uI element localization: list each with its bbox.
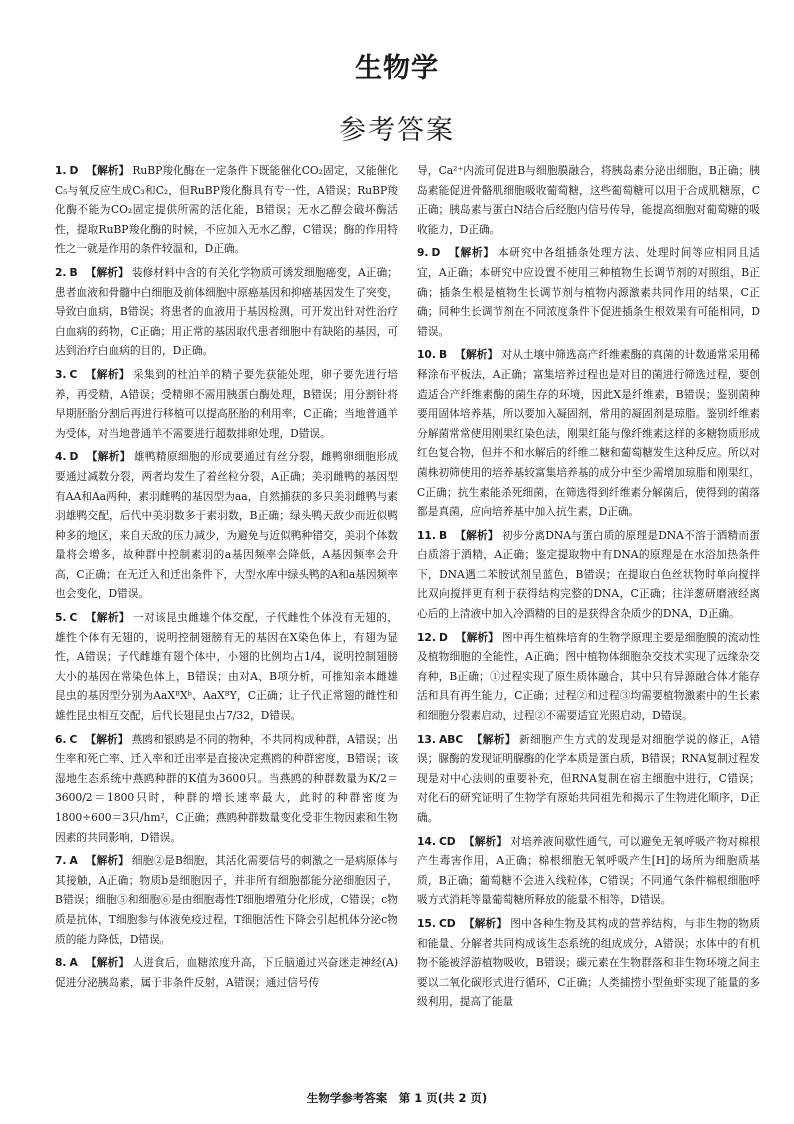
- analysis-text: 本研究中各组插条处理方法、处理时间等应相同且适宜，A正确；本研究中应设置不使用三种植物生长调节剂的对照组，B正确；插条生根是植物生长调节剂与植物内源激素共同作用的结果，C正确；同种生长调节剂在不同浓度条件下促进插条生根效果有可能相同，D错误。: [417, 246, 760, 338]
- answer-key: D: [69, 450, 79, 464]
- question-number: 10.: [417, 348, 436, 362]
- continuation-text: 导，Ca²⁺内流可促进B与细胞膜融合，将胰岛素分泌出细胞，B正确；胰岛素能促进骨骼肌细胞吸收葡萄糖，这些葡萄糖可以用于合成肌糖原，C正确；胰岛素与蛋白N结合后经胞内信号传导，能提高细胞对葡萄糖的吸收能力，D正确。: [417, 164, 760, 236]
- analysis-tag: 【解析】: [85, 367, 130, 381]
- analysis-tag: 【解析】: [455, 348, 499, 362]
- analysis-tag: 【解析】: [85, 732, 129, 746]
- analysis-text: 人进食后，血糖浓度升高，下丘脑通过兴奋迷走神经(A)促进分泌胰岛素，属于非条件反射，A错误；通过信号传: [55, 956, 398, 989]
- answer-item-1: [55, 161, 398, 259]
- question-number: 15.: [417, 916, 436, 930]
- analysis-tag: 【解析】: [448, 246, 495, 260]
- page-footer: 生物学参考答案 第 1 页(共 2 页): [306, 1091, 488, 1105]
- answer-item-6: [55, 730, 398, 848]
- page-subtitle: 参考答案: [339, 115, 455, 146]
- analysis-tag: 【解析】: [85, 265, 129, 279]
- answer-key: CD: [438, 834, 456, 848]
- question-number: 1.: [55, 164, 67, 177]
- answer-key: B: [438, 348, 448, 362]
- answer-key: A: [69, 854, 78, 868]
- analysis-text: 新细胞产生方式的发现是对细胞学说的修正，A错误；脲酶的发现证明脲酶的化学本质是蛋白质，B错误；RNA复制过程发现是对中心法则的重要补充，但RNA复制在宿主细胞中进行，C错误；对化石的研究证明了生物学有原始共同祖先和揭示了生物进化顺序，D正确。: [417, 732, 760, 824]
- analysis-tag: 【解析】: [471, 732, 517, 746]
- analysis-tag: 【解析】: [455, 630, 499, 644]
- question-number: 12.: [417, 630, 436, 644]
- answer-item-8: [55, 953, 398, 992]
- analysis-text: 采集到的杜泊羊的精子要先获能处理，卵子要先进行培养，再受精，A错误；受精卵不需用胰蛋白酶处理，B错误；用分割针将早期胚胎分割后再进行移植可以提高胚胎的利用率，C正确；当地普通羊为受体，对当地普通羊不需要进行超数排卵处理，D错误。: [55, 367, 398, 440]
- question-number: 7.: [55, 854, 67, 868]
- analysis-tag: 【解析】: [463, 916, 508, 930]
- analysis-text: 雄鸭精原细胞的形成要通过有丝分裂，雌鸭卵细胞形成要通过减数分裂，两者均发生了着丝粒分裂，A正确；美羽雌鸭的基因型有AA和Aa两种，素羽雌鸭的基因型为aa，自然捕获的多只美羽雌鸭与素羽雄鸭交配，后代中美羽数多于素羽数，B正确；绿头鸭天敌少而近似鸭种多的地区，来自天敌的压力减少，为避免与近似鸭种错交，美羽个体数量将会增多，故种群中控制素羽的a基因频率会降低，A基因频率会升高，C正确；在无迁入和迁出条件下，大型水库中绿头鸭的A和a基因频率也会变化，D错误。: [55, 450, 398, 601]
- answer-item-10: [417, 345, 760, 521]
- question-number: 8.: [55, 956, 67, 970]
- right-column: [417, 161, 760, 1081]
- analysis-tag: 【解析】: [455, 528, 499, 542]
- analysis-tag: 【解析】: [85, 611, 130, 625]
- answer-item-3: [55, 365, 398, 443]
- question-number: 5.: [55, 611, 67, 625]
- question-number: 13.: [417, 732, 436, 746]
- analysis-text: 初步分离DNA与蛋白质的原理是DNA不溶于酒精而蛋白质溶于酒精，A正确；鉴定提取物中有DNA的原理是在水浴加热条件下，DNA遇二苯胺试剂呈蓝色，B错误；在提取白色丝状物时单向搅拌比双向搅拌更有利于获得结构完整的DNA，C正确；往洋葱研磨液经离心后的上清液中加入冷酒精的目的是获得含杂质少的DNA，D正确。: [417, 528, 760, 621]
- answer-key: C: [69, 367, 78, 381]
- answer-key: D: [69, 164, 79, 177]
- question-number: 3.: [55, 367, 67, 381]
- answer-item-9: [417, 243, 760, 341]
- answer-key: C: [69, 732, 78, 746]
- analysis-tag: 【解析】: [86, 164, 130, 177]
- analysis-text: 图中再生植株培育的生物学原理主要是细胞膜的流动性及植物细胞的全能性，A正确；图中植物体细胞杂交技术实现了远缘杂交育种，B正确；①过程实现了原生质体融合，其中只有异源融合体才能存活和具有再生能力，C正确；过程②和过程③均需要植物激素中的生长素和细胞分裂素启动，过程②不需要适宜光照启动，D错误。: [417, 630, 760, 723]
- answer-item-11: [417, 526, 760, 624]
- left-column: [55, 161, 398, 1081]
- analysis-tag: 【解析】: [463, 834, 508, 848]
- question-number: 9.: [417, 246, 429, 260]
- analysis-text: 图中各种生物及其构成的营养结构，与非生物的物质和能量、分解者共同构成该生态系统的组成成分，A错误；水体中的有机物不能被浮游植物吸收，B错误；碳元素在生物群落和非生物环境之间主要以二氧化碳形式进行循环，C正确；人类捕捞小型鱼虾实现了能量的多级利用，提高了能量: [417, 916, 760, 1009]
- answer-item-7: [55, 851, 398, 949]
- answer-key: D: [438, 630, 448, 644]
- page-title: 生物学: [355, 53, 439, 84]
- answer-key: D: [431, 246, 441, 260]
- answer-item-5: [55, 608, 398, 726]
- question-number: 14.: [417, 834, 436, 848]
- answer-item-13: [417, 730, 760, 828]
- analysis-text: 燕鸥和银鸥是不同的物种，不共同构成种群，A错误；出生率和死亡率、迁入率和迁出率是直接决定燕鸥的种群密度，B错误；该湿地生态系统中燕鸥种群的K值为3600只。当燕鸥的种群数量为K/2＝3600/2＝1800只时，种群的增长速率最大，此时的种群密度为1800÷600＝3只/hm²，C正确；燕鸥种群数量变化受非生物因素和生物因素的共同影响，D错误。: [55, 732, 398, 844]
- analysis-tag: 【解析】: [85, 854, 129, 868]
- question-number: 4.: [55, 450, 67, 464]
- analysis-tag: 【解析】: [85, 956, 130, 970]
- analysis-text: RuBP羧化酶在一定条件下既能催化CO₂固定，又能催化C₅与氧反应生成C₃和C₂，但RuBP羧化酶具有专一性，A错误；RuBP羧化酶不能为CO₂固定提供所需的活化能，B错误；无水乙醇会破坏酶活性，提取RuBP羧化酶的时候，不应加入无水乙醇，C错误；酶的作用特性之一就是作用的条件较温和，D正确。: [55, 164, 398, 256]
- analysis-tag: 【解析】: [86, 450, 131, 464]
- answer-item-15: [417, 914, 760, 1012]
- answer-key: C: [69, 611, 78, 625]
- answer-key: CD: [438, 916, 456, 930]
- question-number: 11.: [417, 528, 436, 542]
- question-number: 2.: [55, 265, 67, 279]
- answer-item-4: [55, 447, 398, 604]
- analysis-text: 装修材料中含的有关化学物质可诱发细胞癌变，A正确；患者血液和骨髓中白细胞及前体细胞中原癌基因和抑癌基因发生了突变，导致白血病，B错误；将患者的血液用于基因检测，可开发出针对性治疗白血病的药物，C正确；用正常的基因取代患者细胞中有缺陷的基因，可达到治疗白血病的目的，D正确。: [55, 265, 398, 358]
- answer-key: A: [69, 956, 78, 970]
- analysis-text: 对培养液间歇性通气，可以避免无氧呼吸产物对棉根产生毒害作用，A正确；棉根细胞无氧呼吸产生[H]的场所为细胞质基质，B正确；葡萄糖不会进入线粒体，C错误；不同通气条件棉根细胞呼吸方式消耗等量葡萄糖所释放的能量不相等，D错误。: [417, 834, 760, 907]
- question-number: 6.: [55, 732, 67, 746]
- answer-key: B: [69, 265, 78, 279]
- analysis-text: 细胞②是B细胞，其活化需要信号的刺激之一是病原体与其接触，A正确；物质b是细胞因子，并非所有细胞都能分泌细胞因子，B错误；细胞⑤和细胞⑥是由细胞毒性T细胞增殖分化形成，C错误；c物质是抗体，T细胞参与体液免疫过程，T细胞活性下降会引起机体分泌c物质的能力降低，D错误。: [55, 854, 398, 946]
- analysis-text: 一对该昆虫雌雄个体交配，子代雌性个体没有无翅的，雄性个体有无翅的，说明控制翅膀有无的基因在X染色体上，有翅为显性，A错误；子代雌雄有翅个体中，小翅的比例均占1/4，说明控制翅膀大小的基因在常染色体上，B错误；由对A、B项分析，可推知亲本雌雄昆虫的基因型分别为AaXᴮXᵇ、AaXᴮY，C正确；让子代正常翅的雌性和雄性昆虫相互交配，后代长翅昆虫占7/32，D错误。: [55, 611, 398, 723]
- answer-key: B: [438, 528, 448, 542]
- answer-item-2: [55, 263, 398, 361]
- analysis-text: 对从土壤中筛选高产纤维素酶的真菌的计数通常采用稀释涂布平板法，A正确；富集培养过程也是对目的菌进行筛选过程，要创造适合产纤维素酶的菌生存的环境，因此X是纤维素，B错误；鉴别菌种要用固体培养基，所以要加入凝固剂，常用的凝固剂是琼脂。鉴别纤维素分解菌常常使用刚果红染色法，刚果红能与像纤维素这样的多糖物质形成红色复合物，但并不和水解后的纤维二糖和葡萄糖发生这种反应。所以对菌株初筛使用的培养基较富集培养基的成分中至少需增加琼脂和刚果红，C正确；抗生素能杀死细菌，在筛选得到纤维素分解菌后，使得到的菌落都是真菌，应向培养基中加入抗生素，D正确。: [417, 348, 760, 519]
- answer-key: ABC: [438, 732, 464, 746]
- answer-item-12: [417, 628, 760, 726]
- answer-item-14: [417, 832, 760, 910]
